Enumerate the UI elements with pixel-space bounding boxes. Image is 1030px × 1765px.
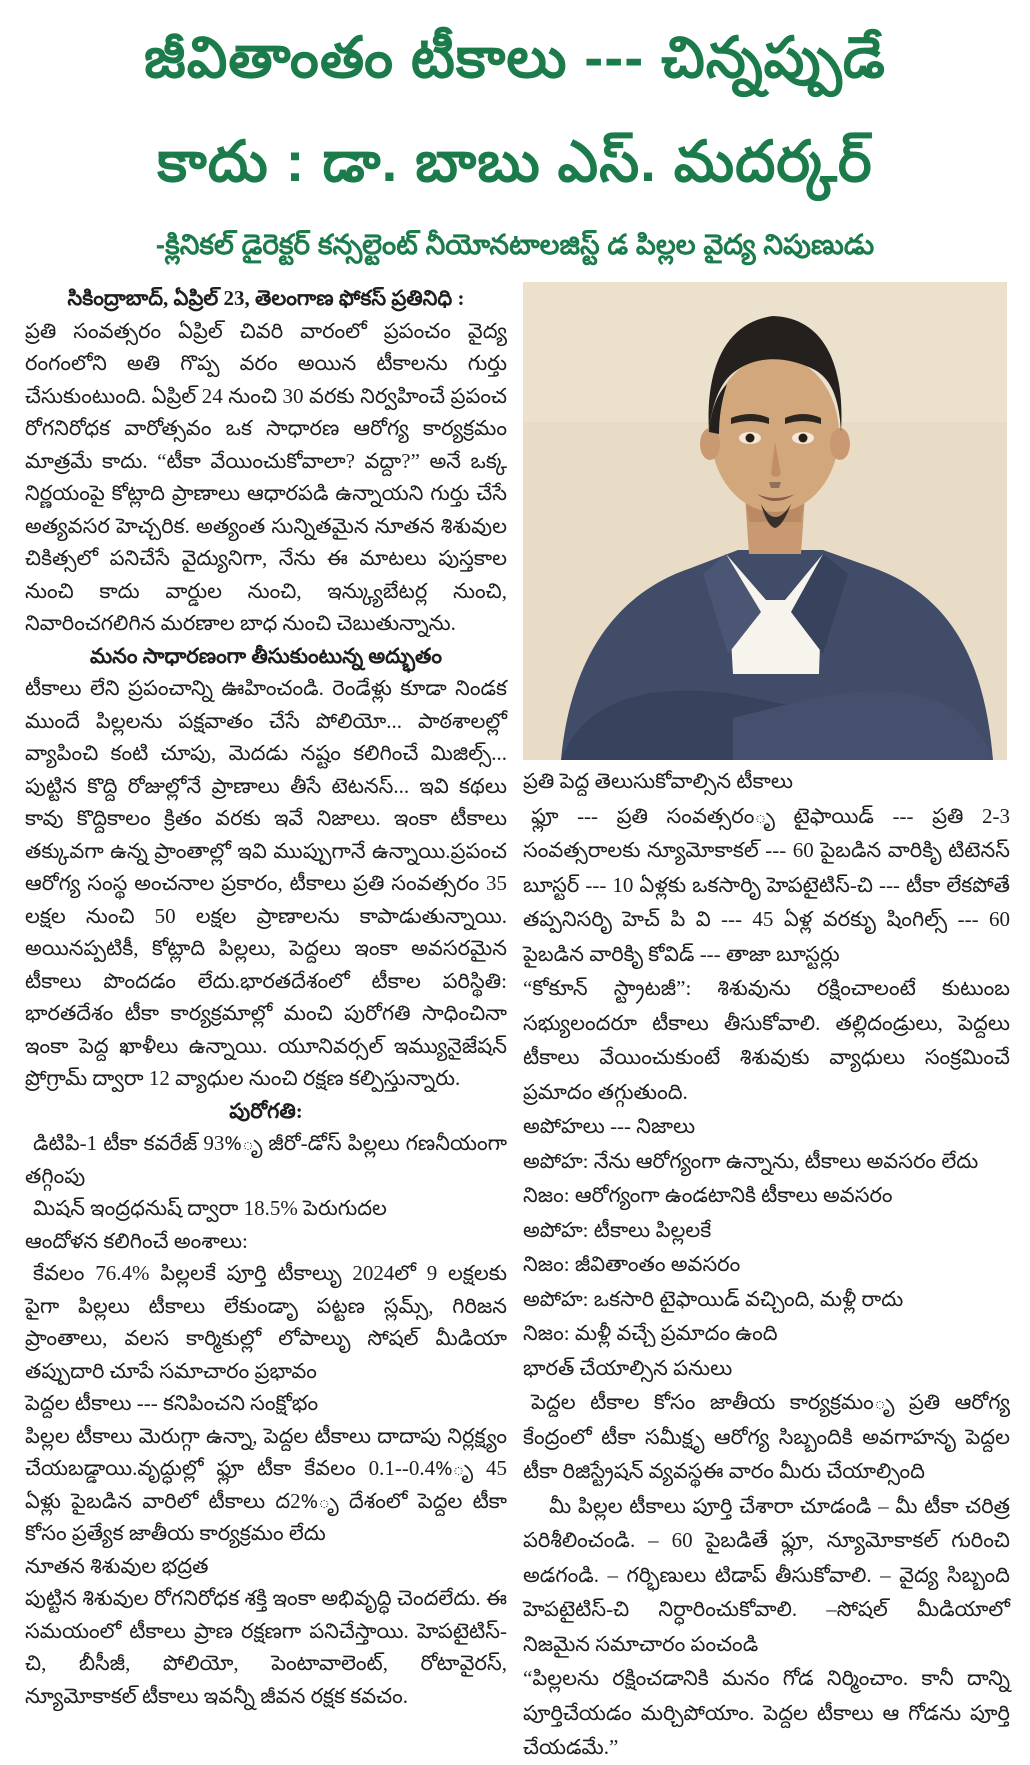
doctor-portrait-photo (523, 282, 1007, 760)
subhead-india-todo: భారత్ చేయాల్సిన పనులు (523, 1355, 733, 1380)
myth-line-3: అపోహ: ఒకసారి టైఫాయిడ్ వచ్చింది, మళ్లీ రాదు (523, 1286, 904, 1311)
article-headline (0, 0, 1030, 268)
bullet-mission-indradhanush: మిషన్ ఇంద్రధనుష్ ద్వారా 18.5% పెరుగుదల (33, 1196, 387, 1221)
myth-line-1: అపోహ: నేను ఆరోగ్యంగా ఉన్నాను, టీకాలు అవసరం లేదు (523, 1148, 979, 1173)
dateline: సికింద్రాబాద్, ఏప్రిల్ 23, తెలంగాణ ఫోకస్ ప్రతినిధి : (67, 286, 465, 311)
paragraph-concerns: కేవలం 76.4% పిల్లలకే పూర్తి టీకాలుృ 2024లో 9 లక్షలకు పైగా పిల్లలు టీకాలు లేకుండాృ పట్టణ స్లమ్స్, గిరిజన ప్రాంతాలు, వలస కార్మికుల్లో లోపాలుృ సోషల్ మీడియా తప్పుదారి చూపే సమాచారం ప్రభావం (25, 1261, 507, 1383)
paragraph-miracle: టీకాలు లేని ప్రపంచాన్ని ఊహించండి. రెండేళ్లు కూడా నిండక ముందే పిల్లలను పక్షవాతం చేసే పోలియో... పాఠశాలల్లో వ్యాపించి కంటి చూపు, మెదడు నష్టం కలిగించే మిజిల్స్... పుట్టిన కొద్ది రోజుల్లోనే ప్రాణాలు తీసే టెటనస్... ఇవి కథలు కావు కొద్దికాలం క్రితం వరకు ఇవే నిజాలు. ఇంకా టీకాలు తక్కువగా ఉన్న ప్రాంతాల్లో ఇవి ముప్పుగానే ఉన్నాయి.ప్రపంచ ఆరోగ్య సంస్థ అంచనాల ప్రకారం, టీకాలు ప్రతి సంవత్సరం 35 లక్షల నుంచి 50 లక్షల ప్రాణాలను కాపాడుతున్నాయి. అయినప్పటికీ, కోట్లాది పిల్లలు, పెద్దలు ఇంకా అవసరమైన టీకాలు పొందడం లేదు.భారతదేశంలో టీకాల పరిస్థితి: భారతదేశం టీకా కార్యక్రమాల్లో మంచి పురోగతి సాధించినా ఇంకా పెద్ద ఖాళీలు ఉన్నాయి. యూనివర్సల్ ఇమ్యునైజేషన్ ప్రోగ్రామ్ ద్వారా 12 వ్యాధుల నుంచి రక్షణ కల్పిస్తున్నారు. (25, 676, 507, 1091)
myth-line-2: అపోహ: టీకాలు పిల్లలకే (523, 1217, 712, 1242)
subhead-progress: పురోగతి: (229, 1098, 303, 1123)
paragraph-adult-vaccines: పిల్లల టీకాలు మెరుగ్గా ఉన్నా, పెద్దల టీకాలు దాదాపు నిర్లక్ష్యం చేయబడ్డాయి.వృద్ధుల్లో ఫ్లూ టీకా కేవలం 0.1--0.4%ృ 45 ఏళ్లు పైబడిన వారిలో టీకాలు ద2%ృ దేశంలో పెద్దల టీకా కోసం ప్రత్యేక జాతీయ కార్యక్రమం లేదు (25, 1423, 507, 1546)
paragraph-india-todo: పెద్దల టీకాల కోసం జాతీయ కార్యక్రమంృ ప్రతి ఆరోగ్య కేంద్రంలో టీకా సమీక్షృ ఆరోగ్య సిబ్బందికి అవగాహనృ పెద్దల టీకా రిజిస్ట్రేషన్ వ్యవస్థఈ వారం మీరు చేయాల్సింది (523, 1390, 1010, 1484)
subhead-myths-facts: అపోహలు --- నిజాలు (523, 1114, 696, 1139)
fact-line-2: నిజం: జీవితాంతం అవసరం (523, 1252, 741, 1277)
subhead-newborn-safety: నూతన శిశువుల భద్రత (25, 1553, 209, 1578)
paragraph-this-week: మీ పిల్లల టీకాలు పూర్తి చేశారా చూడండి – మీ టీకా చరిత్ర పరిశీలించండి. – 60 పైబడితే ఫ్లూ, న్యూమోకాకల్ గురించి అడగండి. – గర్భిణులు టిడాప్ తీసుకోవాలి. – వైద్య సిబ్బంది హెపటైటిస్-చి నిర్ధారించుకోవాలి. –సోషల్ మీడియాలో నిజమైన సమాచారం పంచండి (523, 1493, 1010, 1656)
left-column (25, 282, 507, 1712)
paragraph-closing-quote: “పిల్లలను రక్షించడానికి మనం గోడ నిర్మించాం. కానీ దాన్ని పూర్తిచేయడం మర్చిపోయాం. పెద్దల టీకాలు ఆ గోడను పూర్తి చేయడమే.” (523, 1666, 1010, 1760)
fact-line-1: నిజం: ఆరోగ్యంగా ఉండటానికి టీకాలు అవసరం (523, 1183, 893, 1208)
subhead-adult-vaccines: పెద్దల టీకాలు --- కనిపించని సంక్షోభం (25, 1391, 319, 1416)
headline-line-2: కాదు : డా. బాబు ఎస్. మదర్కర్ (157, 129, 873, 194)
author-byline: -క్లినికల్ డైరెక్టర్ కన్సల్టెంట్ నీయోనటాలజిస్ట్ డ పిల్లల వైద్య నిపుణుడు (155, 229, 875, 261)
subhead-concerns: ఆందోళన కలిగించే అంశాలు: (25, 1228, 248, 1253)
paragraph-vaccine-schedule: ఫ్లూ --- ప్రతి సంవత్సరంృ టైఫాయిడ్ --- ప్రతి 2-3 సంవత్సరాలకు న్యూమోకాకల్ --- 60 పైబడిన వారికిృ టిటెనస్ బూస్టర్ --- 10 ఏళ్లకు ఒకసారిృ హెపటైటిస్-చి --- టీకా లేకపోతే తప్పనిసరిృ హెచ్ పి వి --- 45 ఏళ్ల వరకుృ షింగిల్స్ --- 60 పైబడిన వారికిృ కోవిడ్ --- తాజా బూస్టర్లు (523, 803, 1010, 966)
headline-line-1: జీవితాంతం టీకాలు --- చిన్నప్పుడే (144, 26, 886, 90)
doctor-photo-figure (523, 282, 1010, 799)
fact-line-3: నిజం: మళ్లీ వచ్చే ప్రమాదం ఉంది (523, 1321, 778, 1346)
paragraph-intro: ప్రతి సంవత్సరం ఏప్రిల్ చివరి వారంలో ప్రపంచం వైద్య రంగంలోని అతి గొప్ప వరం అయిన టీకాలను గుర్తు చేసుకుంటుంది. ఏప్రిల్ 24 నుంచి 30 వరకు నిర్వహించే ప్రపంచ రోగనిరోధక వారోత్సవం ఒక సాధారణ ఆరోగ్య కార్యక్రమం మాత్రమే కాదు. “టీకా వేయించుకోవాలా? వద్దా?” అనే ఒక్క నిర్ణయంపై కోట్లాది ప్రాణాలు ఆధారపడి ఉన్నాయని గుర్తు చేసే అత్యవసర హెచ్చరిక. అత్యంత సున్నితమైన నూతన శిశువుల చికిత్సలో పనిచేసే వైద్యునిగా, నేను ఈ మాటలు పుస్తకాల నుంచి కాదు వార్డుల నుంచి, ఇన్క్యుబేటర్ల నుంచి, నివారించగలిగిన మరణాల బాధ నుంచి చెబుతున్నాను. (25, 318, 507, 636)
paragraph-cocoon-strategy: “కోకూన్ స్ట్రాటజీ”: శిశువును రక్షించాలంటే కుటుంబ సభ్యులందరూ టీకాలు తీసుకోవాలి. తల్లిదండ్రులు, పెద్దలు టీకాలు వేయించుకుంటే శిశువుకు వ్యాధులు సంక్రమించే ప్రమాదం తగ్గుతుంది. (523, 976, 1010, 1104)
article-columns (0, 268, 1030, 1765)
subhead-miracle: మనం సాధారణంగా తీసుకుంటున్న అద్భుతం (89, 643, 443, 668)
photo-caption: ప్రతి పెద్ద తెలుసుకోవాల్సిన టీకాలు (523, 769, 793, 794)
paragraph-newborn-safety: పుట్టిన శిశువుల రోగనిరోధక శక్తి ఇంకా అభివృద్ధి చెందలేదు. ఈ సమయంలో టీకాలు ప్రాణ రక్షణగా పనిచేస్తాయి. హెపటైటిస్-చి, బీసీజీ, పోలియో, పెంటావాలెంట్, రోటావైరస్, న్యూమోకాకల్ టీకాలు ఇవన్నీ జీవన రక్షక కవచం. (25, 1586, 507, 1708)
bullet-dtp-coverage: డిటిపి-1 టీకా కవరేజ్ 93%ృ జీరో-డోస్ పిల్లలు గణనీయంగా తగ్గింపు (25, 1131, 507, 1188)
right-column (523, 282, 1010, 1765)
